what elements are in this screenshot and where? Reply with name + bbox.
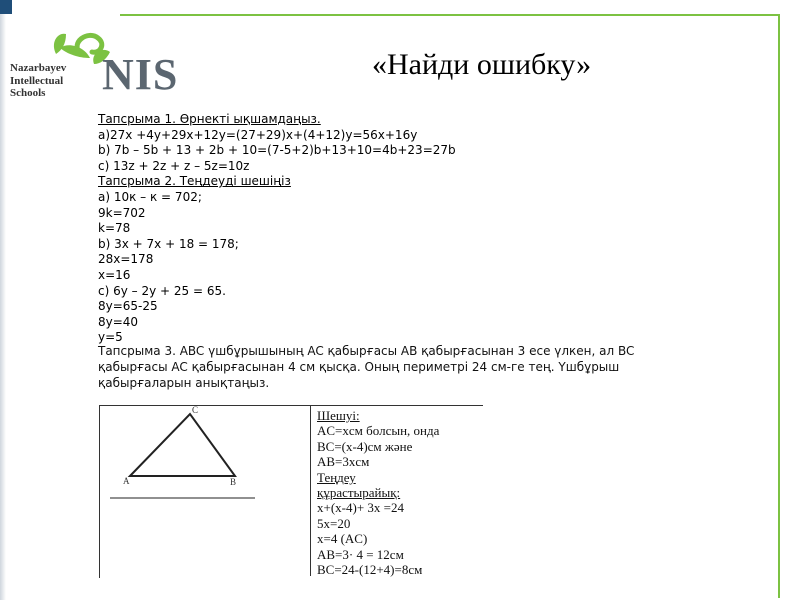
task2-line: x=16 bbox=[98, 267, 131, 282]
corner-accent bbox=[0, 0, 12, 14]
task3-line-2: қабырғасы AC қабырғасынан 4 см қысқа. Оның периметрі 24 см-ге тең. Үшбұрыш bbox=[98, 360, 620, 374]
vertex-a-label: A bbox=[123, 476, 130, 486]
solution-text bbox=[317, 408, 487, 577]
logo-line-1: Nazarbayev bbox=[10, 62, 67, 74]
logo-abbr: NIS bbox=[102, 50, 179, 99]
task2-line: 8y=40 bbox=[98, 314, 139, 329]
task1-b: b) 7b – 5b + 13 + 2b + 10=(7-5+2)b+13+10=4b+23=27b bbox=[98, 143, 456, 158]
logo-line-3: Schools bbox=[10, 87, 46, 99]
task2-line: a) 10к – к = 702; bbox=[98, 189, 202, 204]
task2-line: k=78 bbox=[98, 221, 131, 236]
solution-line: AC=xсм болсын, онда bbox=[317, 423, 440, 439]
right-rule bbox=[778, 14, 780, 598]
slide-title: «Найди ошибку» bbox=[372, 48, 592, 81]
header-rule bbox=[120, 14, 780, 16]
task3-block bbox=[98, 343, 718, 391]
triangle-figure bbox=[100, 406, 310, 576]
task2-line: c) 6y – 2y + 25 = 65. bbox=[98, 283, 226, 298]
solution-line: x+(x-4)+ 3x =24 bbox=[317, 500, 404, 516]
solution-line: Шешуі: bbox=[317, 408, 360, 423]
task1-heading: Тапсрыма 1. Өрнекті ықшамдаңыз. bbox=[98, 112, 321, 126]
task3-line-3: қабырғаларын анықтаңыз. bbox=[98, 376, 270, 390]
solution-line: AB=3xсм bbox=[317, 454, 370, 470]
task3-line-1: Тапсрыма 3. ABC үшбұрышының AC қабырғасы AB қабырғасынан 3 есе үлкен, ал BC bbox=[98, 344, 635, 358]
vertex-c-label: C bbox=[192, 405, 199, 415]
task2-line: 8y=65-25 bbox=[98, 299, 158, 314]
solution-line: 5x=20 bbox=[317, 515, 351, 531]
task2-line: y=5 bbox=[98, 330, 123, 345]
solution-line: x=4 (AC) bbox=[317, 531, 368, 547]
tasks-block bbox=[98, 112, 738, 346]
slide-edge-shadow bbox=[0, 14, 6, 600]
task1-c: c) 13z + 2z + z – 5z=10z bbox=[98, 158, 250, 173]
solution-line: BC=24-(12+4)=8см bbox=[317, 562, 423, 578]
solution-line: құрастырайық: bbox=[317, 485, 401, 501]
solution-line: BC=(x-4)см және bbox=[317, 438, 413, 454]
solution-table bbox=[99, 405, 483, 578]
logo-wordmark bbox=[10, 62, 74, 100]
task2-line: 28x=178 bbox=[98, 252, 154, 267]
solution-line: Теңдеу bbox=[317, 469, 356, 485]
task2-line: 9k=702 bbox=[98, 205, 146, 220]
task2-line: b) 3x + 7x + 18 = 178; bbox=[98, 236, 239, 251]
solution-line: AB=3· 4 = 12см bbox=[317, 546, 404, 562]
task2-heading: Тапсрыма 2. Теңдеуді шешіңіз bbox=[98, 174, 291, 189]
logo-line-2: Intellectual bbox=[10, 74, 64, 87]
vertex-b-label: B bbox=[230, 477, 237, 487]
task1-a: a)27x +4y+29x+12y=(27+29)x+(4+12)y=56x+16y bbox=[98, 127, 418, 142]
triangle-figure-cell bbox=[100, 406, 311, 576]
